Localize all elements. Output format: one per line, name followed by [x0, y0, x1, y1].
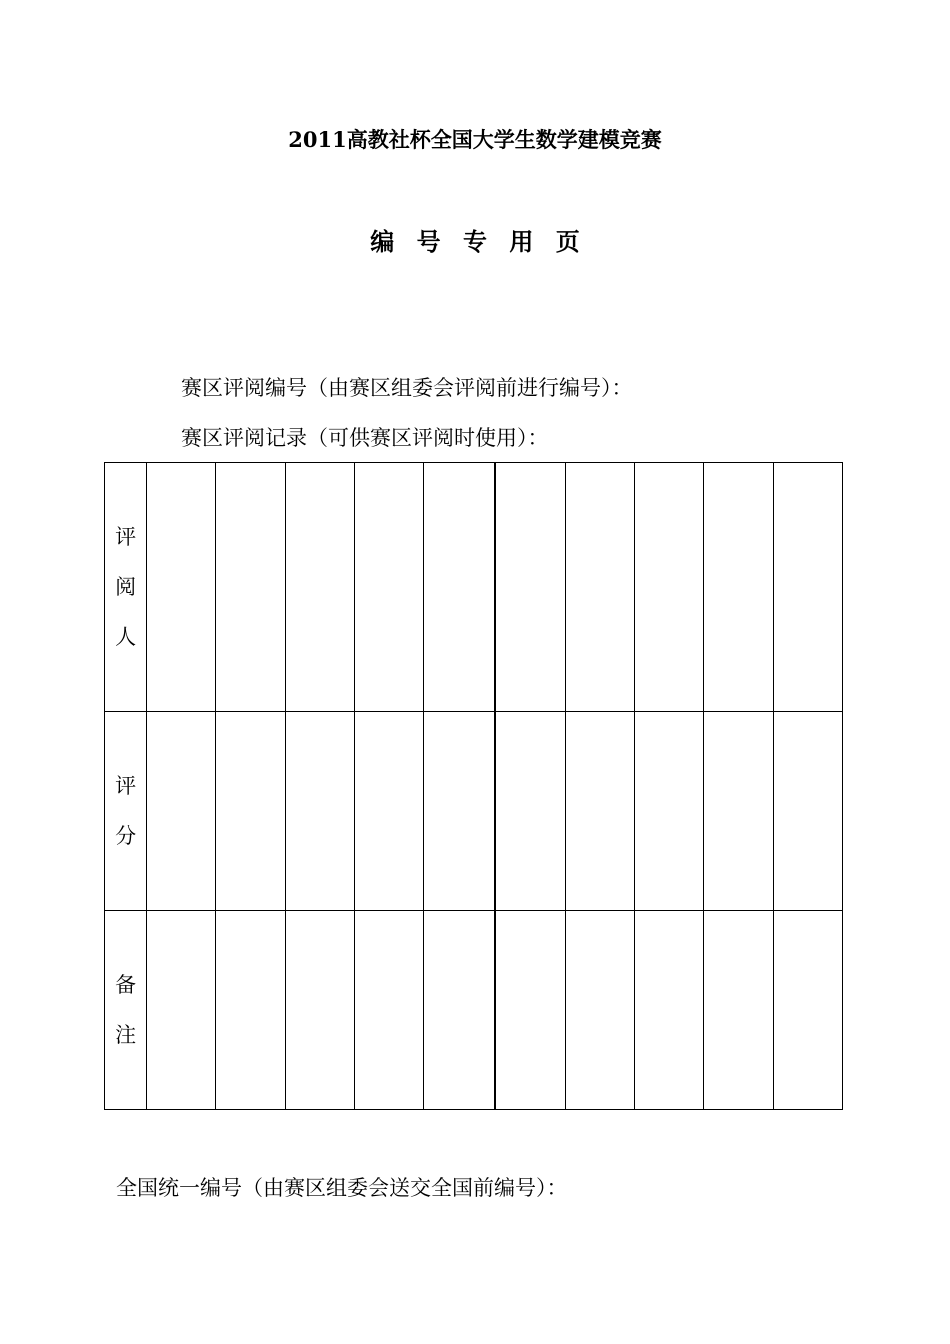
- table-cell[interactable]: [355, 463, 424, 712]
- table-cell[interactable]: [147, 911, 216, 1110]
- row-label-remarks: 备 注: [105, 911, 147, 1110]
- table-cell[interactable]: [704, 911, 773, 1110]
- review-record-label: 赛区评阅记录（可供赛区评阅时使用）：: [181, 426, 549, 450]
- row-label-score: 评 分: [105, 712, 147, 911]
- table-cell[interactable]: [355, 911, 424, 1110]
- table-cell[interactable]: [424, 463, 495, 712]
- table-cell[interactable]: [216, 911, 285, 1110]
- table-cell[interactable]: [635, 712, 704, 911]
- table-cell[interactable]: [424, 911, 495, 1110]
- table-cell[interactable]: [773, 911, 842, 1110]
- table-cell[interactable]: [565, 911, 634, 1110]
- table-cell[interactable]: [424, 712, 495, 911]
- table-cell[interactable]: [285, 463, 354, 712]
- review-number-label: 赛区评阅编号（由赛区组委会评阅前进行编号）：: [181, 376, 633, 400]
- table-cell[interactable]: [147, 712, 216, 911]
- table-row-score: [105, 712, 843, 911]
- table-cell[interactable]: [704, 712, 773, 911]
- table-row-reviewer: [105, 463, 843, 712]
- table-cell[interactable]: [495, 911, 565, 1110]
- page-title: 2011高教社杯全国大学生数学建模竞赛: [288, 127, 662, 152]
- table-cell[interactable]: [565, 463, 634, 712]
- table-cell[interactable]: [216, 463, 285, 712]
- review-record-table: [104, 462, 843, 1110]
- table-cell[interactable]: [773, 463, 842, 712]
- table-cell[interactable]: [773, 712, 842, 911]
- table-cell[interactable]: [704, 463, 773, 712]
- table-cell[interactable]: [285, 712, 354, 911]
- table-cell[interactable]: [147, 463, 216, 712]
- table-cell[interactable]: [216, 712, 285, 911]
- page-subtitle: 编 号 专 用 页: [370, 227, 580, 256]
- table-row-remarks: [105, 911, 843, 1110]
- table-cell[interactable]: [495, 463, 565, 712]
- table-cell[interactable]: [565, 712, 634, 911]
- row-label-reviewer: 评 阅 人: [105, 463, 147, 712]
- national-number-label: 全国统一编号（由赛区组委会送交全国前编号）：: [116, 1176, 568, 1200]
- table-cell[interactable]: [635, 911, 704, 1110]
- table-cell[interactable]: [355, 712, 424, 911]
- table-cell[interactable]: [495, 712, 565, 911]
- table-cell[interactable]: [635, 463, 704, 712]
- table-cell[interactable]: [285, 911, 354, 1110]
